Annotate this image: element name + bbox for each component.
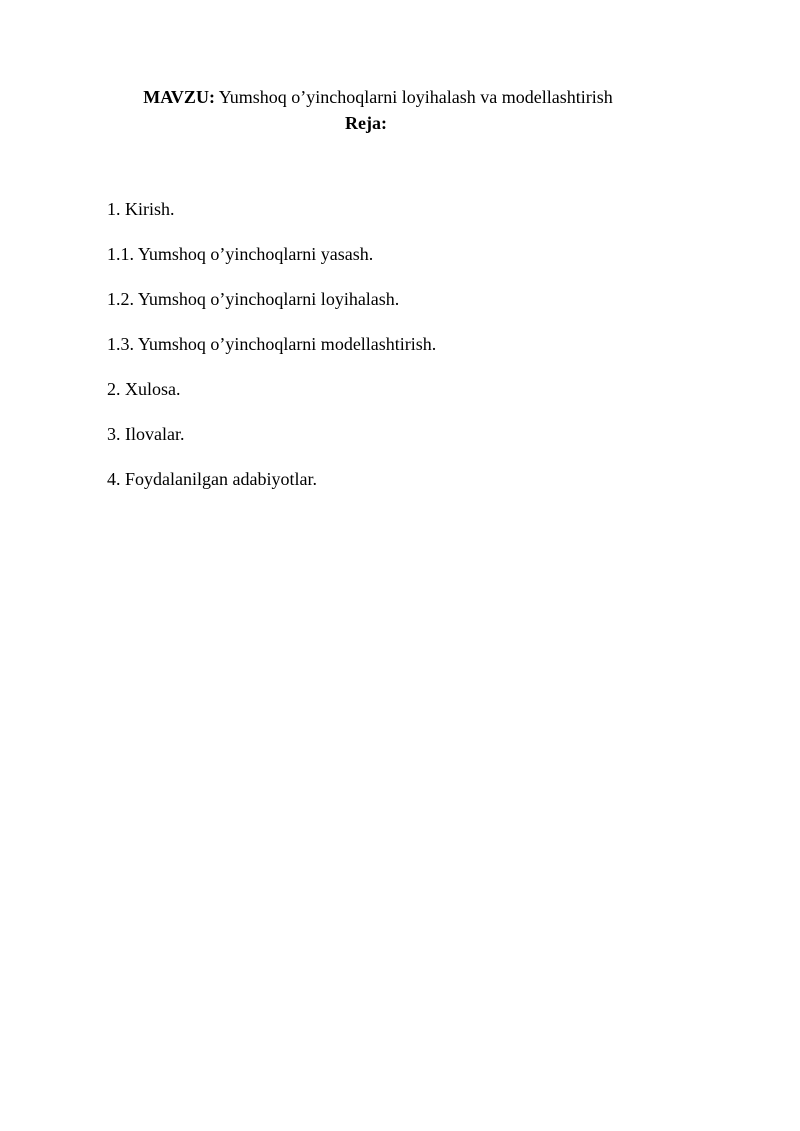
plan-heading: Reja: (345, 113, 387, 133)
title-label: MAVZU: (143, 87, 215, 107)
plan-item-designing: 1.2. Yumshoq o’yinchoqlarni loyihalash. (107, 289, 400, 309)
plan-item-references: 4. Foydalanilgan adabiyotlar. (107, 469, 317, 489)
plan-item-making: 1.1. Yumshoq o’yinchoqlarni yasash. (107, 244, 374, 264)
plan-item-appendices: 3. Ilovalar. (107, 424, 185, 444)
document-title (0, 85, 756, 109)
plan-item-conclusion: 2. Xulosa. (107, 379, 181, 399)
title-text: Yumshoq o’yinchoqlarni loyihalash va modellashtirish (218, 87, 613, 107)
plan-item-modeling: 1.3. Yumshoq o’yinchoqlarni modellashtirish. (107, 334, 437, 354)
plan-list (107, 197, 436, 512)
plan-item-intro: 1. Kirish. (107, 199, 175, 219)
